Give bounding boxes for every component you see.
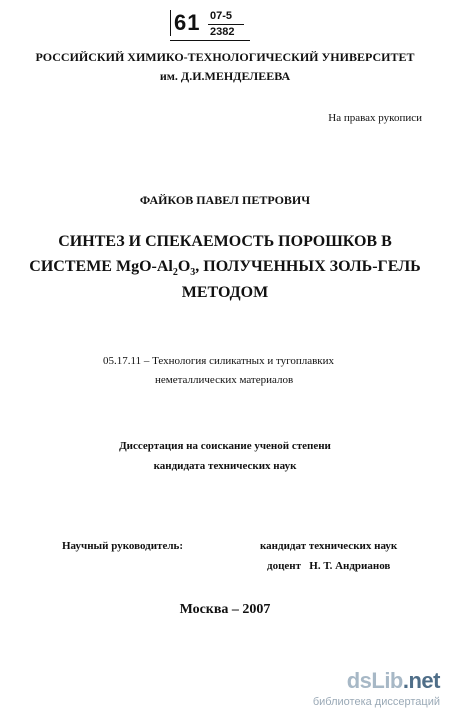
supervisor-label: Научный руководитель: (62, 540, 183, 552)
title-line-3: МЕТОДОМ (181, 284, 269, 301)
supervisor-degree: кандидат технических наук (260, 540, 398, 552)
stamp-border-left (170, 10, 171, 36)
dslib-watermark (312, 668, 440, 712)
dslib-logo-tld: .net (402, 668, 440, 693)
stamp-fraction-line (208, 24, 244, 25)
title-line-1: СИНТЕЗ И СПЕКАЕМОСТЬ ПОРОШКОВ В (58, 233, 392, 250)
specialty-line-2: неметаллических материалов (155, 374, 294, 386)
manuscript-rights-note: На правах рукописи (328, 112, 422, 124)
title-subscript-o: 3 (190, 267, 196, 279)
stamp-fraction-top: 07-5 (210, 10, 233, 22)
dslib-logo (347, 668, 440, 694)
stamp-border-bottom (170, 40, 250, 41)
specialty-line-1: 05.17.11 – Технология силикатных и тугоплавких (103, 355, 335, 367)
dslib-subtitle: библиотека диссертаций (312, 696, 440, 708)
title-subscript-al: 2 (172, 267, 178, 279)
title-line-2-prefix: СИСТЕМЕ MgO-Al (29, 258, 173, 275)
dissertation-degree-line-2: кандидата технических наук (153, 460, 297, 472)
stamp-fraction-bottom: 2382 (210, 26, 235, 38)
dissertation-degree-line-1: Диссертация на соискание ученой степени (119, 440, 331, 452)
university-dedication: им. Д.И.МЕНДЕЛЕЕВА (159, 69, 291, 83)
author-name: ФАЙКОВ ПАВЕЛ ПЕТРОВИЧ (139, 193, 311, 207)
dslib-logo-main: dsLib (346, 668, 403, 693)
title-line-2-oxygen: O (177, 258, 191, 275)
supervisor-name: доцент Н. Т. Андрианов (267, 560, 391, 572)
title-line-2-suffix: , ПОЛУЧЕННЫХ ЗОЛЬ-ГЕЛЬ (195, 258, 421, 275)
title-line-2 (0, 258, 450, 278)
archive-stamp (170, 8, 250, 40)
university-name: РОССИЙСКИЙ ХИМИКО-ТЕХНОЛОГИЧЕСКИЙ УНИВЕРСИТЕТ (35, 50, 415, 64)
stamp-number: 61 (174, 10, 201, 35)
city-year: Москва – 2007 (179, 602, 271, 617)
